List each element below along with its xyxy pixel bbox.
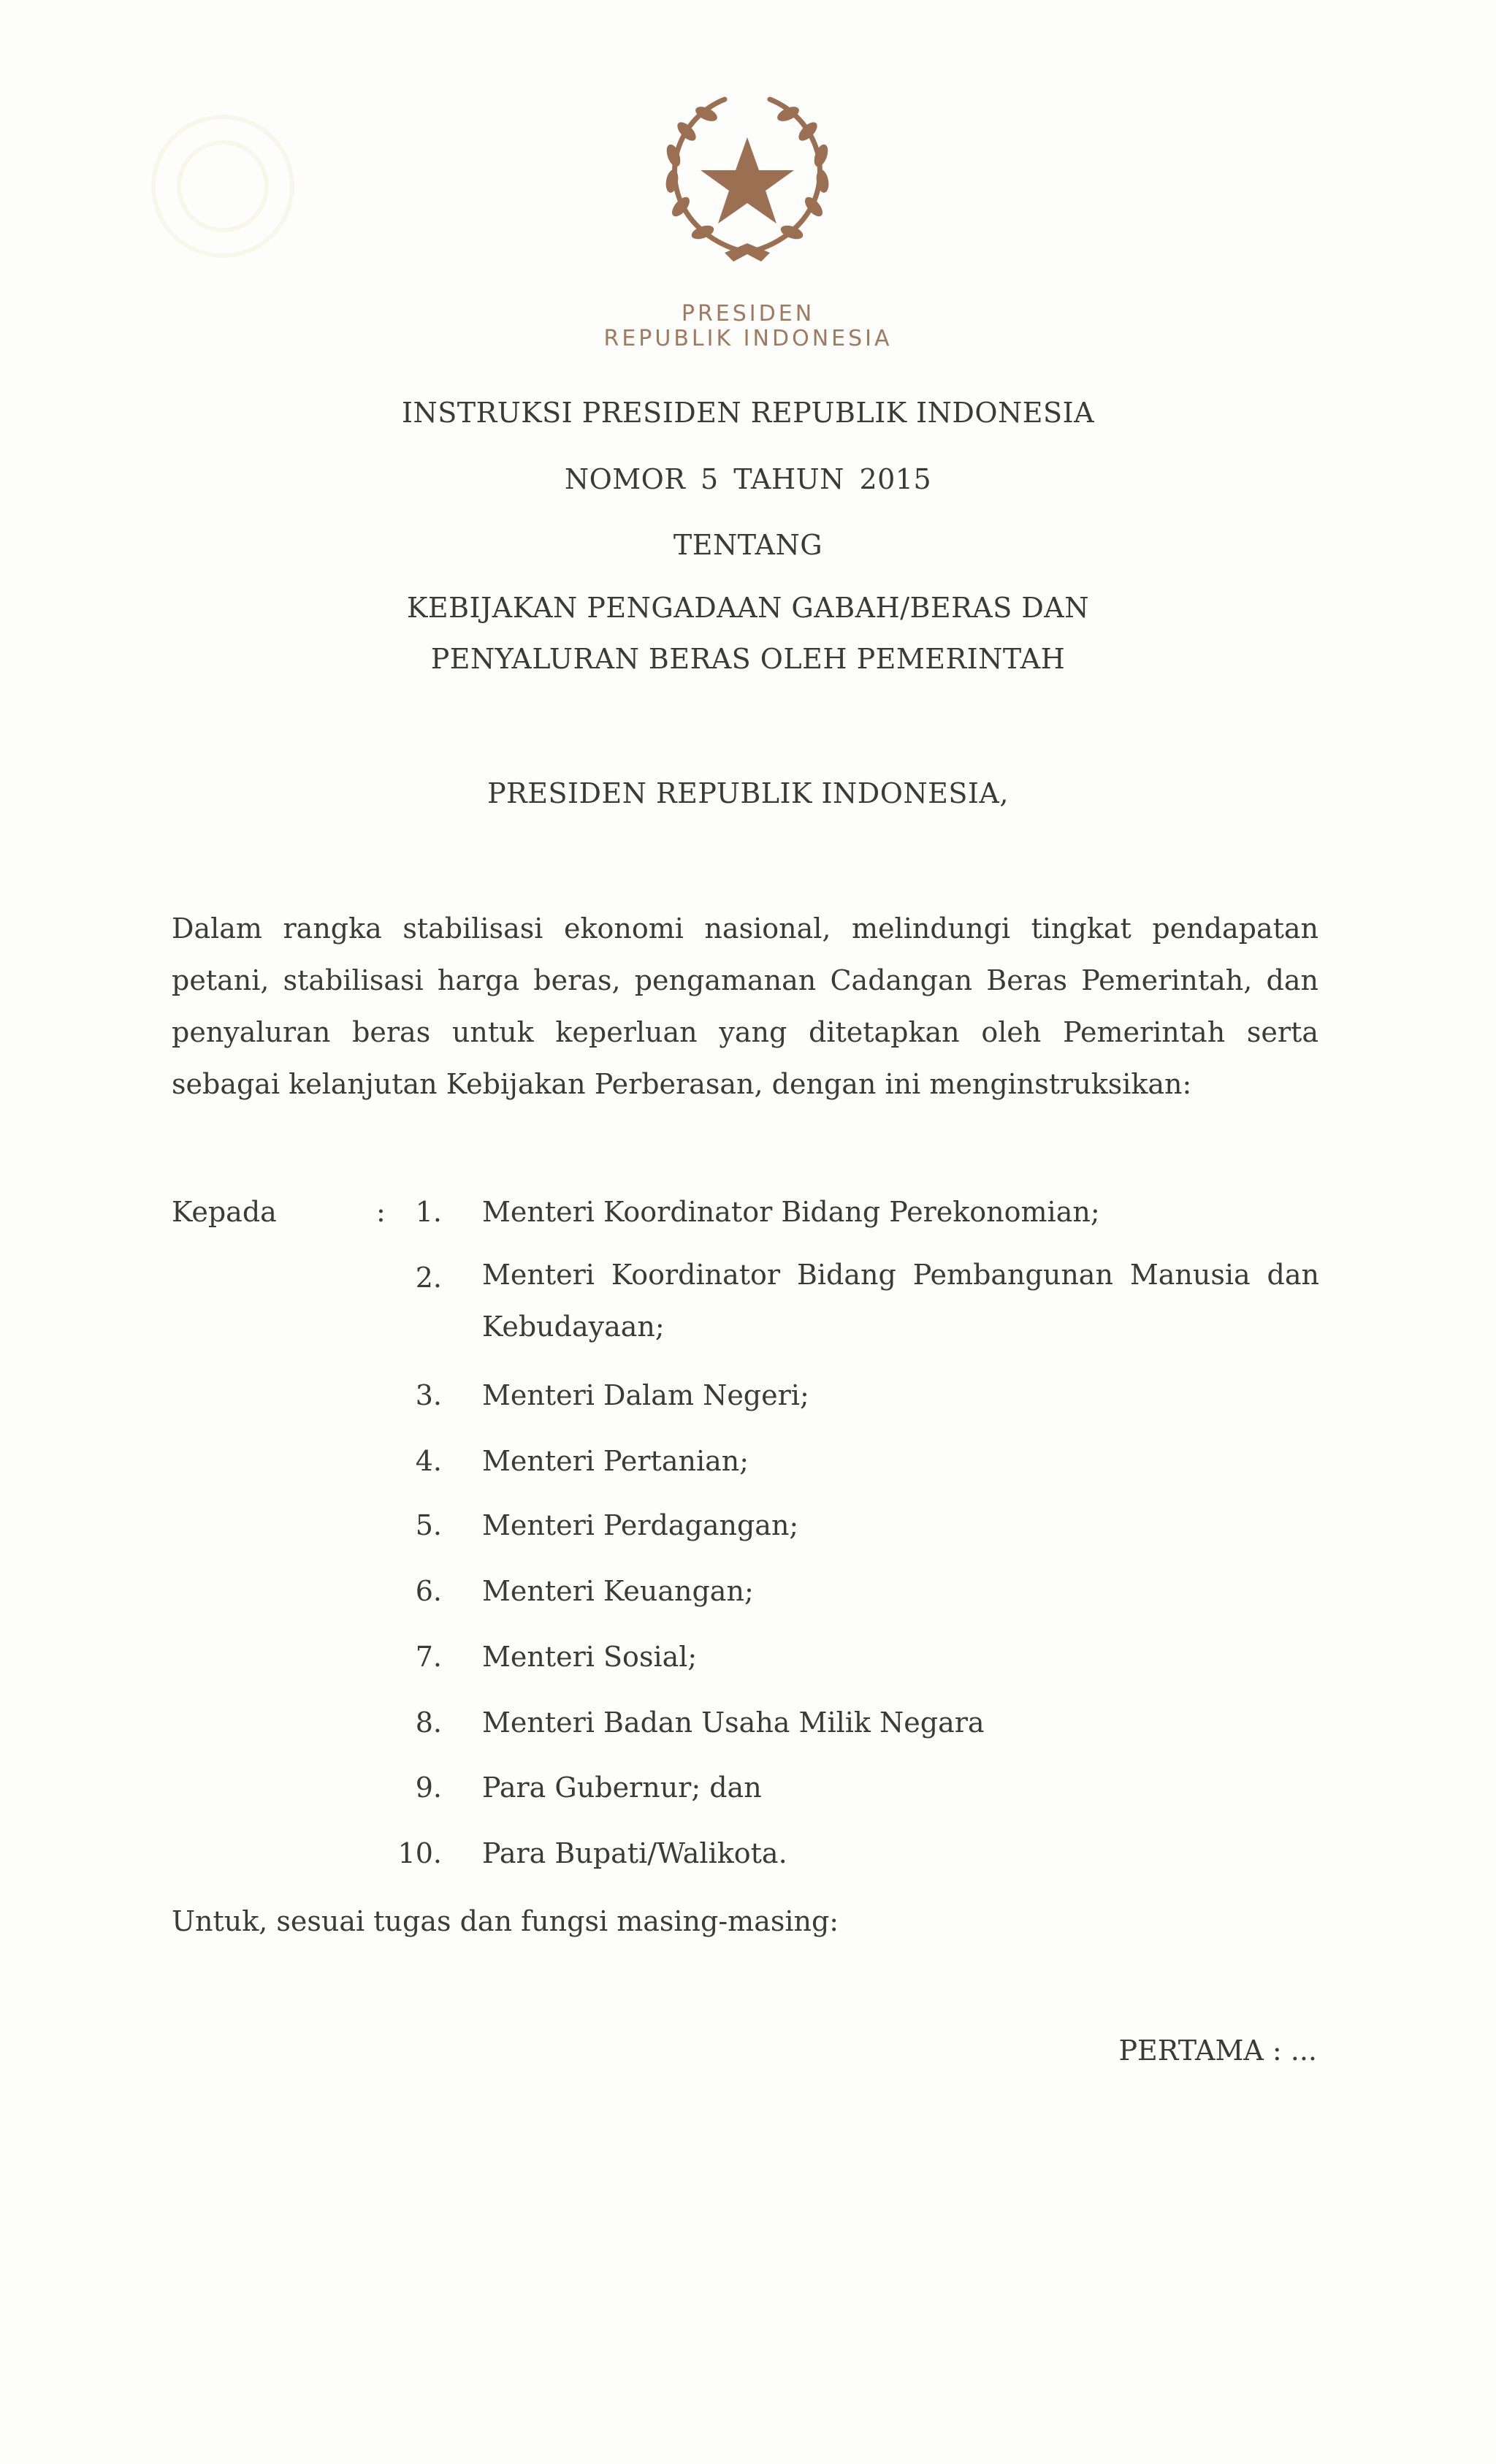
preamble-paragraph [172,903,1318,1110]
presidential-emblem-icon [652,86,843,269]
seal-caption-republik: REPUBLIK INDONESIA [603,326,893,351]
list-item-number: 4. [415,1445,442,1477]
list-item-text: Menteri Koordinator Bidang Perekonomian; [482,1196,1100,1228]
issuer-heading: PRESIDEN REPUBLIK INDONESIA, [487,777,1009,809]
list-item-text: Para Bupati/Walikota. [482,1837,787,1869]
seal-caption-presiden: PRESIDEN [681,301,815,327]
faded-stamp-icon [128,88,318,285]
list-item-number: 10. [397,1837,442,1869]
list-item-number: 9. [415,1771,442,1804]
continuation-marker: PERTAMA : ... [1118,2034,1317,2067]
list-item-number: 3. [415,1379,442,1411]
list-item-text: Menteri Pertanian; [482,1445,749,1477]
kepada-label: Kepada [172,1196,277,1228]
document-tentang: TENTANG [673,529,823,561]
list-item-text: Menteri Dalam Negeri; [482,1379,809,1411]
list-item-text: Menteri Badan Usaha Milik Negara [482,1706,985,1739]
preamble-line: Dalam rangka stabilisasi ekonomi nasional, melindungi tingkat pendapatan [172,912,1318,945]
document-title: INSTRUKSI PRESIDEN REPUBLIK INDONESIA [401,397,1095,429]
list-item-text-line: Menteri Koordinator Bidang Pembangunan Manusia dan [482,1259,1319,1291]
list-item-number: 8. [415,1706,442,1739]
untuk-line: Untuk, sesuai tugas dan fungsi masing-masing: [172,1905,839,1937]
list-item-number: 2. [415,1262,442,1294]
list-item-text: Para Gubernur; dan [482,1771,762,1804]
list-item-text: Menteri Perdagangan; [482,1509,799,1541]
document-number: NOMOR 5 TAHUN 2015 [564,463,932,495]
list-item-number: 5. [415,1509,442,1541]
list-item-text: Menteri Sosial; [482,1641,698,1673]
list-item-text-line: Kebudayaan; [482,1311,665,1343]
preamble-line: petani, stabilisasi harga beras, pengamanan Cadangan Beras Pemerintah, dan [172,964,1318,996]
document-subject-line2: PENYALURAN BERAS OLEH PEMERINTAH [430,643,1066,675]
document-subject-line1: KEBIJAKAN PENGADAAN GABAH/BERAS DAN [407,592,1089,624]
kepada-colon: : [376,1196,386,1228]
list-item-text: Menteri Keuangan; [482,1575,754,1607]
list-item-number: 7. [415,1641,442,1673]
preamble-line: sebagai kelanjutan Kebijakan Perberasan, dengan ini menginstruksikan: [172,1068,1192,1100]
list-item-number: 1. [415,1196,442,1228]
preamble-line: penyaluran beras untuk keperluan yang ditetapkan oleh Pemerintah serta [172,1016,1318,1048]
list-item-text [482,1249,1319,1353]
list-item-number: 6. [415,1575,442,1607]
